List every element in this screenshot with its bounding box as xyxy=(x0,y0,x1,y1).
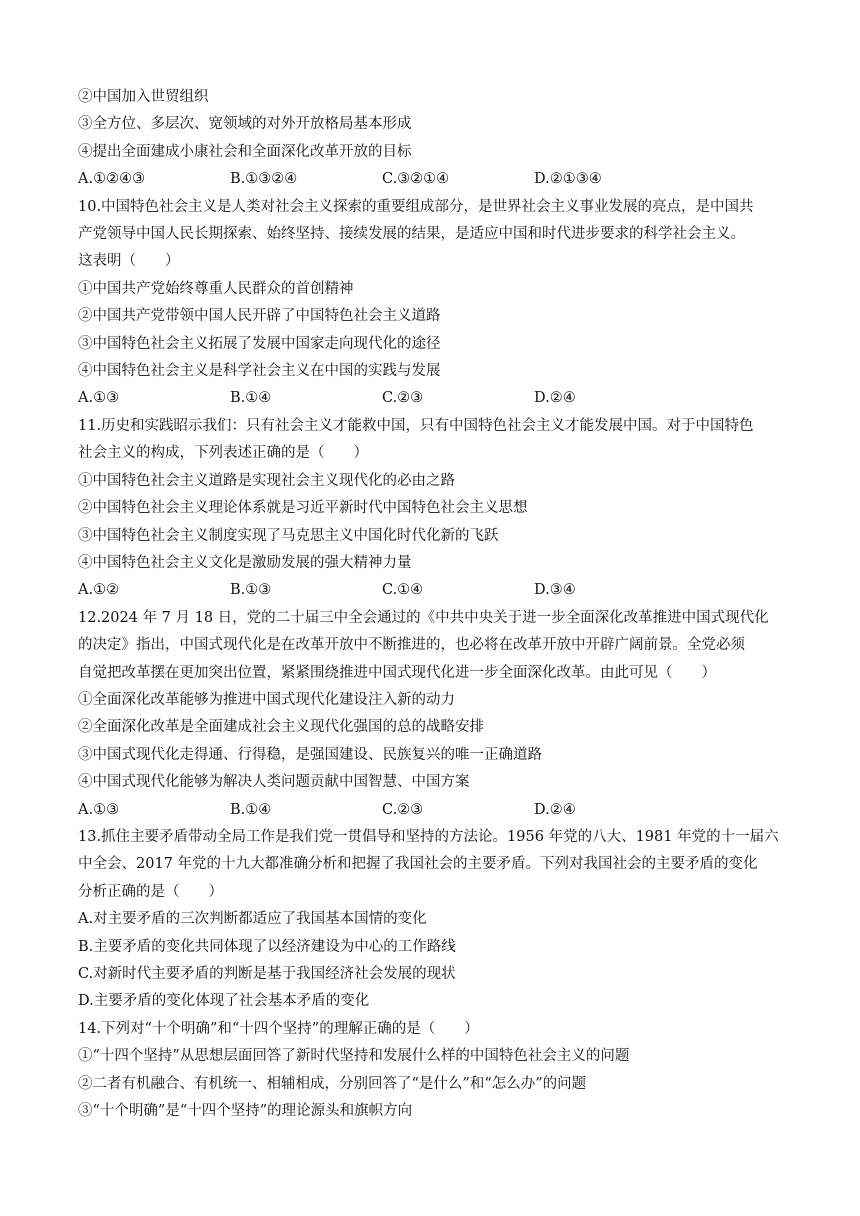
q10-item-4: ④中国特色社会主义是科学社会主义在中国的实践与发展 xyxy=(78,363,441,380)
q14-item-2: ②二者有机融合、有机统一、相辅相成，分别回答了“是什么”和“怎么办”的问题 xyxy=(78,1075,587,1092)
q11-item-4: ④中国特色社会主义文化是激励发展的强大精神力量 xyxy=(78,554,412,571)
q9-item-2: ②中国加入世贸组织 xyxy=(78,89,209,105)
q10-item-3: ③中国特色社会主义拓展了发展中国家走向现代化的途径 xyxy=(78,335,441,352)
q9-option-a: A.①②④③ xyxy=(78,171,146,188)
q13-option-a: A.对主要矛盾的三次判断都适应了我国基本国情的变化 xyxy=(78,911,427,928)
q11-option-a: A.①② xyxy=(78,582,120,599)
q14-item-3: ③“十个明确”是“十四个坚持”的理论源头和旗帜方向 xyxy=(78,1103,413,1120)
q14-stem-line-1: 14.下列对“十个明确”和“十四个坚持”的理解正确的是（ ） xyxy=(78,1020,479,1037)
q13-stem-line-1: 13.抓住主要矛盾带动全局工作是我们党一贯倡导和坚持的方法论。1956 年党的八大、1981 年党的十一届六 xyxy=(78,828,779,845)
q10-options xyxy=(78,385,788,412)
question-14 xyxy=(78,1016,788,1126)
q12-item-3: ③中国式现代化走得通、行得稳，是强国建设、民族复兴的唯一正确道路 xyxy=(78,746,542,763)
q10-option-c: C.②③ xyxy=(382,390,424,407)
q13-option-d: D.主要矛盾的变化体现了社会基本矛盾的变化 xyxy=(78,993,370,1010)
q10-stem-line-3: 这表明（ ） xyxy=(78,253,180,270)
q12-stem-line-3: 自觉把改革摆在更加突出位置，紧紧围绕推进中国式现代化进一步全面深化改革。由此可见（ ） xyxy=(78,664,716,681)
q12-option-c: C.②③ xyxy=(382,801,424,818)
q12-stem-line-1: 12.2024 年 7 月 18 日，党的二十届三中全会通过的《中共中央关于进一步全面深化改革推进中国式现代化 xyxy=(78,609,769,626)
q13-option-c: C.对新时代主要矛盾的判断是基于我国经济社会发展的现状 xyxy=(78,966,456,982)
q9-options xyxy=(78,166,788,193)
q13-stem-line-2: 中全会、2017 年党的十九大都准确分析和把握了我国社会的主要矛盾。下列对我国社会的主要矛盾的变化 xyxy=(78,856,758,873)
q10-option-a: A.①③ xyxy=(78,390,120,407)
q13-stem-line-3: 分析正确的是（ ） xyxy=(78,883,223,900)
q9-item-4: ④提出全面建成小康社会和全面深化改革开放的目标 xyxy=(78,143,412,160)
q11-options xyxy=(78,577,788,604)
q11-stem-line-1: 11.历史和实践昭示我们：只有社会主义才能救中国，只有中国特色社会主义才能发展中国。对于中国特色 xyxy=(78,417,754,434)
q12-stem-line-2: 的决定》指出，中国式现代化是在改革开放中不断推进的，也必将在改革开放中开辟广阔前景。全党必须 xyxy=(78,637,745,654)
q9-option-c: C.③②①④ xyxy=(382,171,450,188)
q10-stem-line-2: 产党领导中国人民长期探索、始终坚持、接续发展的结果，是适应中国和时代进步要求的科学社会主义。 xyxy=(78,226,745,243)
question-10 xyxy=(78,194,788,413)
q12-option-d: D.②④ xyxy=(534,801,576,818)
question-11 xyxy=(78,413,788,605)
q9-option-b: B.①③②④ xyxy=(230,171,298,188)
q10-item-2: ②中国共产党带领中国人民开辟了中国特色社会主义道路 xyxy=(78,308,441,325)
q10-stem-line-1: 10.中国特色社会主义是人类对社会主义探索的重要组成部分，是世界社会主义事业发展的亮点，是中国共 xyxy=(78,198,754,215)
q12-option-b: B.①④ xyxy=(230,801,272,818)
q13-option-b: B.主要矛盾的变化共同体现了以经济建设为中心的工作路线 xyxy=(78,938,456,955)
q14-item-1: ①“十四个坚持”从思想层面回答了新时代坚持和发展什么样的中国特色社会主义的问题 xyxy=(78,1048,630,1065)
question-13 xyxy=(78,824,788,1016)
q11-option-d: D.③④ xyxy=(534,582,576,599)
q9-item-3: ③全方位、多层次、宽领域的对外开放格局基本形成 xyxy=(78,116,412,133)
question-12 xyxy=(78,605,788,824)
q11-option-c: C.①④ xyxy=(382,582,424,599)
q12-option-a: A.①③ xyxy=(78,801,120,818)
q12-item-4: ④中国式现代化能够为解决人类问题贡献中国智慧、中国方案 xyxy=(78,774,470,791)
q11-item-3: ③中国特色社会主义制度实现了马克思主义中国化时代化新的飞跃 xyxy=(78,527,499,544)
q11-item-2: ②中国特色社会主义理论体系就是习近平新时代中国特色社会主义思想 xyxy=(78,500,528,517)
q11-stem-line-2: 社会主义的构成，下列表述正确的是（ ） xyxy=(78,445,368,462)
q12-options xyxy=(78,797,788,824)
q11-option-b: B.①③ xyxy=(230,582,272,599)
q10-item-1: ①中国共产党始终尊重人民群众的首创精神 xyxy=(78,280,354,297)
q10-option-b: B.①④ xyxy=(230,390,272,407)
q12-item-1: ①全面深化改革能够为推进中国式现代化建设注入新的动力 xyxy=(78,691,455,708)
question-9-tail xyxy=(78,84,788,194)
q10-option-d: D.②④ xyxy=(534,390,576,407)
q11-item-1: ①中国特色社会主义道路是实现社会主义现代化的必由之路 xyxy=(78,472,455,489)
q9-option-d: D.②①③④ xyxy=(534,171,602,188)
q12-item-2: ②全面深化改革是全面建成社会主义现代化强国的总的战略安排 xyxy=(78,719,484,736)
exam-page xyxy=(78,84,788,1125)
